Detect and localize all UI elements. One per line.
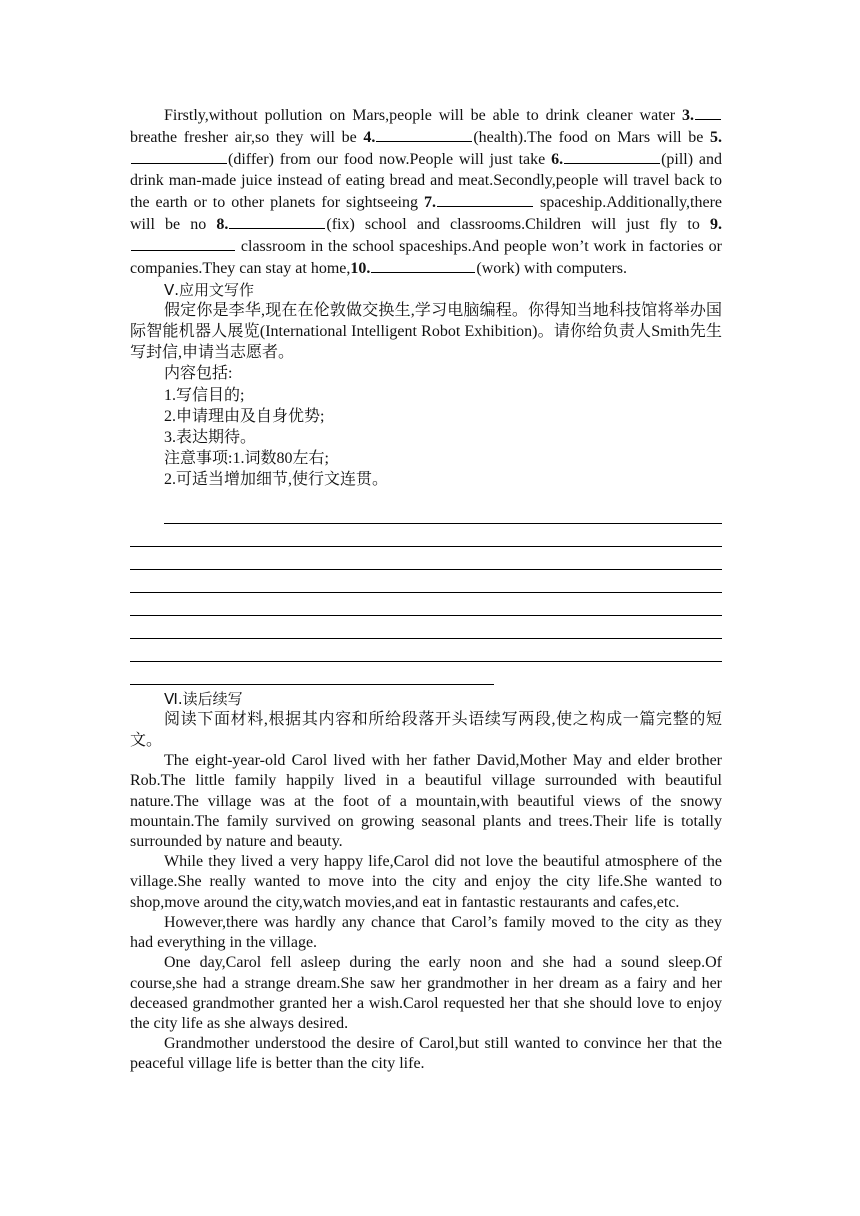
answer-blank-3[interactable] bbox=[695, 104, 721, 120]
section-5-note-1: 注意事项:1.词数80左右; bbox=[164, 450, 329, 468]
section-5-note-2: 2.可适当增加细节,使行文连贯。 bbox=[164, 471, 389, 489]
answer-blank-10[interactable] bbox=[371, 257, 475, 273]
section-5-content-label: 内容包括: bbox=[164, 365, 233, 383]
writing-line[interactable] bbox=[130, 547, 722, 570]
writing-line[interactable] bbox=[130, 524, 722, 547]
content-area bbox=[130, 104, 722, 1075]
section-5-heading: Ⅴ.应用文写作 bbox=[164, 280, 255, 299]
answer-blank-6[interactable] bbox=[564, 148, 660, 164]
writing-line[interactable] bbox=[130, 639, 722, 662]
writing-line[interactable] bbox=[130, 616, 722, 639]
story-paragraph: However,there was hardly any chance that Carol’s family moved to the city as they had everything in the village. bbox=[130, 913, 722, 952]
section-5-point-1: 1.写信目的; bbox=[164, 386, 245, 404]
writing-line[interactable] bbox=[130, 593, 722, 616]
writing-area[interactable] bbox=[130, 501, 722, 685]
answer-blank-8[interactable] bbox=[229, 213, 325, 229]
writing-line[interactable] bbox=[164, 501, 722, 524]
story-paragraph: While they lived a very happy life,Carol did not love the beautiful atmosphere of the village.She really wanted to move into the city and enjoy the city life.She wanted to shop,move around the city,watch movies,and eat in fantastic restaurants and cafes,etc. bbox=[130, 853, 722, 911]
section-6-prompt: 阅读下面材料,根据其内容和所给段落开头语续写两段,使之构成一篇完整的短文。 bbox=[130, 710, 722, 750]
section-6-heading: Ⅵ.读后续写 bbox=[164, 689, 243, 708]
story-paragraph: One day,Carol fell asleep during the early noon and she had a sound sleep.Of course,she had a strange dream.She saw her grandmother in her dream as a fairy and her deceased grandmother granted her a wish.Carol requested her that she should love to enjoy the city life as she always desired. bbox=[130, 954, 722, 1032]
section-5-point-3: 3.表达期待。 bbox=[164, 429, 257, 447]
writing-line[interactable] bbox=[130, 570, 722, 593]
story-paragraph: The eight-year-old Carol lived with her father David,Mother May and elder brother Rob.The little family happily lived in a beautiful village surrounded with beautiful nature.The village was at the foot of a mountain,with beautiful views of the snowy mountain.The family survived on growing seasonal plants and trees.Their life is totally surrounded by nature and beauty. bbox=[130, 752, 722, 851]
answer-blank-5[interactable] bbox=[131, 148, 227, 164]
section-5-prompt: 假定你是李华,现在在伦敦做交换生,学习电脑编程。你得知当地科技馆将举办国际智能机器人展览(International Intelligent Robot Exhibition)。请你给负责人Smith先生写封信,申请当志愿者。 bbox=[130, 301, 722, 362]
answer-blank-9[interactable] bbox=[131, 235, 235, 251]
writing-line[interactable] bbox=[130, 662, 494, 685]
cloze-paragraph: Firstly,without pollution on Mars,people will be able to drink cleaner water 3. breathe fresher air,so they will be 4. (health).The food on Mars will be 5.(differ) from our food now.People will just take 6. (pill) and drink man-made juice instead of eating bread and meat.Secondly,people will travel back to the earth or to other planets for sightseeing 7. spaceship.Additionally,there will be no 8. (fix) school and classrooms.Children will just fly to 9. classroom in the school spaceships.And people won’t work in factories or companies.They can stay at home,10. (work) with computers. bbox=[130, 104, 722, 280]
answer-blank-4[interactable] bbox=[376, 126, 472, 142]
answer-blank-7[interactable] bbox=[437, 191, 533, 207]
section-5-point-2: 2.申请理由及自身优势; bbox=[164, 407, 325, 425]
story-paragraph: Grandmother understood the desire of Carol,but still wanted to convince her that the peaceful village life is better than the city life. bbox=[130, 1035, 722, 1073]
